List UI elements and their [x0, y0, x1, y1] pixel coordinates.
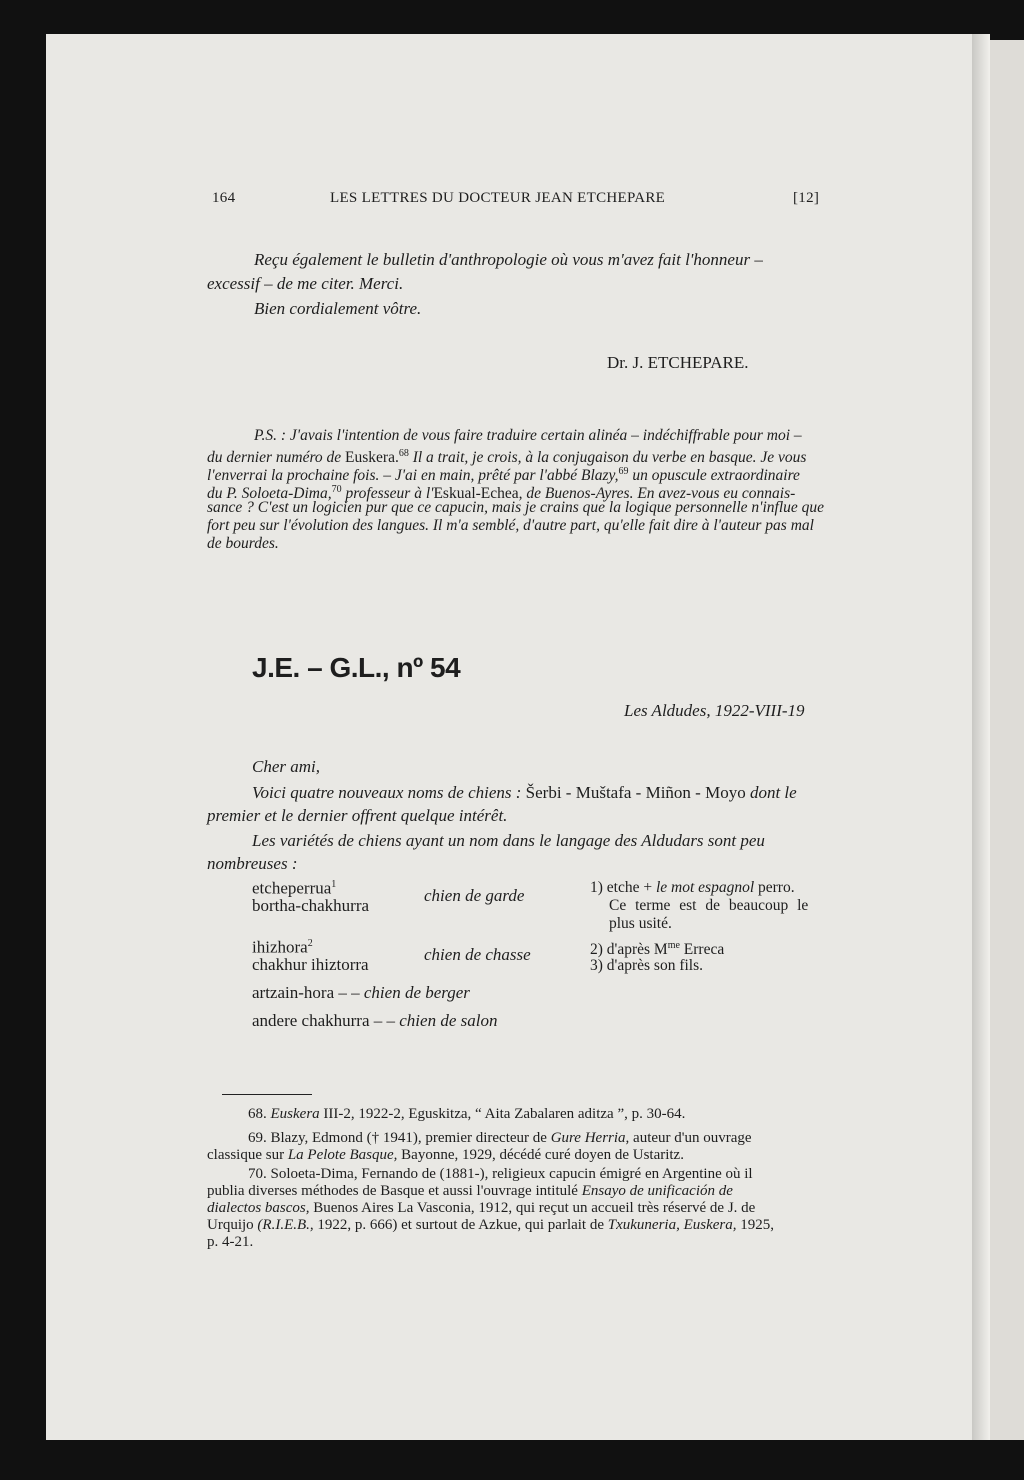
footnote-text: (R.I.E.B.,: [257, 1217, 314, 1233]
section-number: [12]: [793, 190, 820, 206]
side-note: Ce terme est de beaucoup le: [609, 897, 809, 914]
dog-names-list: Šerbi - Muštafa - Miñon - Moyo: [525, 783, 746, 802]
letter-text-line: Reçu également le bulletin d'anthropologie où vous m'avez fait l'honneur –: [254, 250, 763, 269]
running-title: LES LETTRES DU DOCTEUR JEAN ETCHEPARE: [330, 190, 666, 206]
side-note-text: 1) etche +: [590, 879, 656, 896]
footnote-text: Bayonne, 1929, décédé curé doyen de Ustaritz.: [397, 1147, 684, 1163]
postscript-text: , de Buenos-Ayres. En avez-vous eu connais-: [518, 485, 796, 503]
footnote: [207, 1217, 774, 1234]
dog-meaning: chien de salon: [399, 1011, 498, 1030]
footnote: 70. Soloeta-Dima, Fernando de (1881-), religieux capucin émigré en Argentine où il: [248, 1166, 753, 1182]
paragraph-line: Les variétés de chiens ayant un nom dans le langage des Aldudars sont peu: [252, 831, 765, 850]
dog-name: bortha-chakhurra: [252, 896, 370, 915]
footnote: [248, 1106, 685, 1123]
footnote-text: La Pelote Basque,: [287, 1147, 398, 1163]
dog-meaning: chien de chasse: [424, 945, 531, 964]
footnote-text: classique sur: [207, 1147, 288, 1163]
postscript-line: de bourdes.: [207, 535, 279, 552]
postscript-line: fort peu sur l'évolution des langues. Il m'a semblé, d'autre part, qu'elle fait dire à l'auteur pas mal: [207, 517, 814, 534]
footnote: [248, 1130, 752, 1147]
dog-name-text: andere chakhurra: [252, 1011, 370, 1030]
page-number: 164: [212, 190, 236, 206]
dog-name-line: [252, 982, 470, 1004]
paragraph-line: nombreuses :: [207, 854, 298, 873]
dog-meaning: chien de garde: [424, 886, 525, 905]
footnote: [207, 1200, 755, 1217]
note-ref: 1: [331, 879, 337, 890]
postscript-text: un opuscule extraordinaire: [628, 467, 800, 485]
place-date: Les Aldudes, 1922-VIII-19: [624, 701, 805, 720]
side-note-text: 2) d'après M: [590, 941, 668, 959]
footnote-text: Gure Herria,: [550, 1130, 630, 1146]
footnote-text: 1922, p. 666) et surtout de Azkue, qui parlait de: [313, 1217, 608, 1233]
postscript-text: professeur à l': [341, 485, 434, 503]
side-note-text: perro.: [754, 879, 795, 896]
note-ref: 2: [307, 938, 313, 949]
letter-heading: J.E. – G.L., nº 54: [252, 652, 461, 683]
dog-name-text: artzain-hora: [252, 983, 335, 1002]
footnote: [207, 1183, 733, 1200]
footnote-text: 69. Blazy, Edmond († 1941), premier directeur de: [248, 1130, 551, 1146]
dog-name-text: etcheperrua: [252, 878, 332, 898]
side-note-text: me: [667, 940, 680, 951]
dash: – –: [373, 1011, 396, 1030]
footnote-text: Ensayo de unificación de: [581, 1183, 733, 1199]
paragraph-text: dont le: [745, 783, 797, 802]
footnote-text: publia diverses méthodes de Basque et aussi l'ouvrage intitulé: [207, 1183, 582, 1199]
footnote-ref: 70: [331, 484, 342, 495]
facing-page-edge: [990, 40, 1024, 1440]
footnote: p. 4-21.: [207, 1234, 254, 1250]
postscript-line: sance ? C'est un logicien pur que ce capucin, mais je crains que la logique personnelle n'influe que: [207, 499, 825, 516]
footnote-text: auteur d'un ouvrage: [629, 1130, 752, 1146]
footnote-separator: [222, 1094, 312, 1095]
postscript-text: Eskual-Echea: [433, 485, 519, 503]
letter-closing: Bien cordialement vôtre.: [254, 299, 422, 318]
journal-name: Euskera.: [345, 449, 399, 467]
footnote-text: dialectos bascos,: [207, 1200, 310, 1216]
footnote-text: Urquijo: [207, 1217, 258, 1233]
letter-signature: Dr. J. ETCHEPARE.: [607, 353, 749, 372]
postscript-line: P.S. : J'avais l'intention de vous faire traduire certain alinéa – indéchiffrable pour moi –: [254, 427, 802, 444]
side-note: [590, 879, 795, 897]
postscript-text: l'enverrai la prochaine fois. – J'ai en main, prêté par l'abbé Blazy,: [207, 467, 619, 485]
footnote-text: 1925,: [736, 1217, 774, 1233]
footnote-text: Euskera: [270, 1106, 320, 1122]
dog-name: chakhur ihiztorra: [252, 955, 369, 974]
book-spine-shadow: [972, 34, 990, 1440]
footnote: [207, 1147, 684, 1164]
side-note: plus usité.: [609, 915, 672, 932]
paragraph-text: Voici quatre nouveaux noms de chiens :: [252, 783, 526, 802]
dash: – –: [338, 983, 360, 1002]
side-note: [590, 937, 724, 959]
postscript-text: du P. Soloeta-Dima,: [207, 485, 332, 503]
side-note-text: Erreca: [679, 941, 725, 959]
paragraph-line: premier et le dernier offrent quelque intérêt.: [207, 806, 508, 825]
side-note: 3) d'après son fils.: [590, 957, 703, 974]
footnote-ref: 69: [618, 466, 629, 477]
dog-meaning: chien de berger: [363, 983, 470, 1002]
dog-name-text: ihizhora: [252, 937, 308, 957]
footnote-text: III-2, 1922-2, Eguskitza, “ Aita Zabalaren aditza ”, p. 30-64.: [319, 1106, 686, 1122]
footnote-ref: 68: [398, 448, 409, 459]
side-note-text: le mot espagnol: [655, 879, 755, 896]
dog-name-line: [252, 1010, 497, 1032]
paragraph-line: [252, 782, 797, 804]
letter-text-line: excessif – de me citer. Merci.: [207, 274, 404, 293]
postscript-text: du dernier numéro de: [207, 449, 346, 467]
footnote-text: Txukuneria, Euskera,: [607, 1217, 737, 1233]
footnote-text: Buenos Aires La Vasconia, 1912, qui reçut un accueil très réservé de J. de: [309, 1200, 756, 1216]
footnote-text: 68.: [248, 1106, 271, 1122]
postscript-text: Il a trait, je crois, à la conjugaison du verbe en basque. Je vous: [408, 449, 807, 467]
salutation: Cher ami,: [252, 757, 320, 776]
